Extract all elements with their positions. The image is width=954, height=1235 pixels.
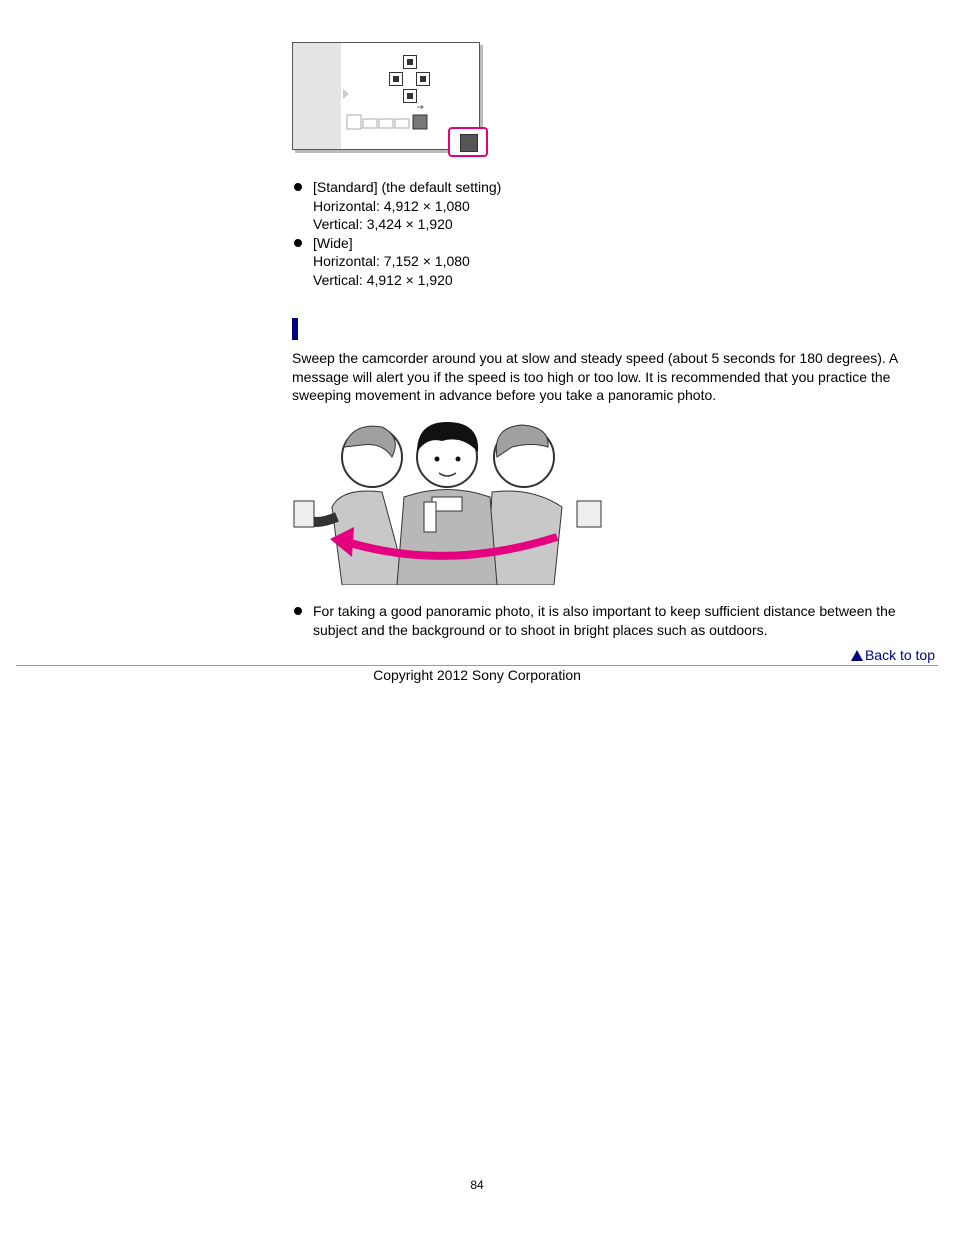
copyright-text: Copyright 2012 Sony Corporation	[373, 667, 581, 683]
instruction-paragraph: Sweep the camcorder around you at slow and steady speed (about 5 seconds for 180 degrees). A message will alert you if the speed is too high or too low. It is recommended that you practice the sweeping movement in advance before you take a panoramic photo.	[292, 350, 898, 403]
chevron-right-icon	[341, 87, 351, 101]
list-item	[292, 602, 907, 639]
back-to-top-link[interactable]	[851, 647, 935, 663]
option-horizontal: Horizontal: 7,152 × 1,080	[313, 253, 470, 269]
direction-left-icon	[389, 72, 403, 86]
list-item	[292, 234, 892, 290]
panorama-size-icons	[343, 105, 438, 133]
option-vertical: Vertical: 4,912 × 1,920	[313, 271, 453, 288]
tip-list	[292, 602, 907, 639]
section-heading-bar	[292, 318, 298, 340]
footer-divider	[16, 665, 938, 666]
sweep-motion-illustration	[292, 417, 604, 585]
list-item	[292, 178, 892, 234]
back-to-top-label: Back to top	[864, 647, 935, 663]
screen-left-panel	[293, 43, 341, 149]
up-arrow-icon	[851, 650, 863, 661]
direction-up-icon	[403, 55, 417, 69]
page-number: 84	[470, 1178, 484, 1192]
option-horizontal: Horizontal: 4,912 × 1,080	[313, 197, 470, 214]
option-label: [Standard] (the default setting)	[313, 179, 502, 195]
option-label: [Wide]	[313, 234, 353, 251]
option-vertical: Vertical: 3,424 × 1,920	[313, 216, 453, 232]
selected-size-icon	[448, 127, 488, 157]
size-options-list	[292, 178, 892, 289]
tip-text: For taking a good panoramic photo, it is also important to keep sufficient distance between the subject and the background or to shoot in bright places such as outdoors.	[313, 603, 896, 638]
direction-right-icon	[416, 72, 430, 86]
direction-down-icon	[403, 89, 417, 103]
